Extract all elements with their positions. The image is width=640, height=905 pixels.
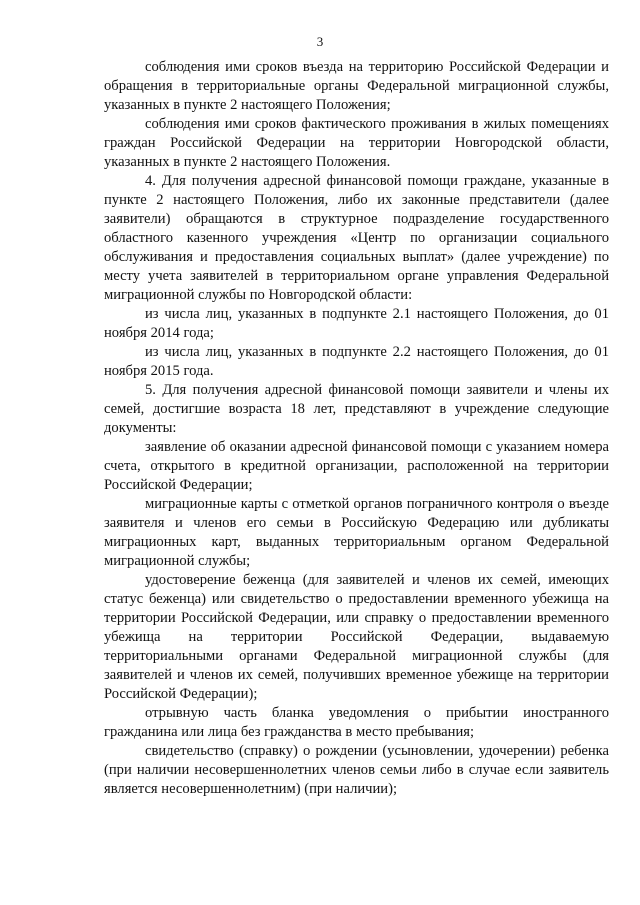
paragraph: свидетельство (справку) о рождении (усыновлении, удочерении) ребенка (при наличии несовершеннолетних членов семьи либо в случае если заявитель является несовершеннолетним) (при наличии); bbox=[104, 743, 609, 797]
paragraph: заявление об оказании адресной финансовой помощи с указанием номера счета, открытого в кредитной организации, расположенной на территории Российской Федерации; bbox=[104, 439, 609, 493]
paragraph: удостоверение беженца (для заявителей и членов их семей, имеющих статус беженца) или свидетельство о предоставлении временного убежища на территории Российской Федерации, или справку о предоставлении временного убежища на территории Российской Федерации, выдаваемую территориальными органами Федеральной миграционной службы (для заявителей и членов их семей, получивших временное убежище на территории Российской Федерации); bbox=[104, 572, 609, 702]
document-body bbox=[104, 58, 609, 799]
paragraph: соблюдения ими сроков въезда на территорию Российской Федерации и обращения в территориальные органы Федеральной миграционной службы, указанных в пункте 2 настоящего Положения; bbox=[104, 59, 609, 113]
paragraph: 5. Для получения адресной финансовой помощи заявители и члены их семей, достигшие возраста 18 лет, представляют в учреждение следующие документы: bbox=[104, 382, 609, 436]
paragraph: отрывную часть бланка уведомления о прибытии иностранного гражданина или лица без гражданства в место пребывания; bbox=[104, 705, 609, 740]
paragraph: соблюдения ими сроков фактического проживания в жилых помещениях граждан Российской Федерации на территории Новгородской области, указанных в пункте 2 настоящего Положения. bbox=[104, 116, 609, 170]
paragraph: из числа лиц, указанных в подпункте 2.1 настоящего Положения, до 01 ноября 2014 года; bbox=[104, 306, 609, 341]
page-number: 3 bbox=[316, 34, 324, 49]
paragraph: миграционные карты с отметкой органов пограничного контроля о въезде заявителя и членов его семьи в Российскую Федерацию или дубликаты миграционных карт, выданных территориальным органом Федеральной миграционной службы; bbox=[104, 496, 609, 569]
paragraph: 4. Для получения адресной финансовой помощи граждане, указанные в пункте 2 настоящего Положения, либо их законные представители (далее заявители) обращаются в структурное подразделение государственного областного казенного учреждения «Центр по организации социального обслуживания и предоставления социальных выплат» (далее учреждение) по месту учета заявителей в территориальном органе управления Федеральной миграционной службы по Новгородской области: bbox=[104, 173, 609, 303]
paragraph: из числа лиц, указанных в подпункте 2.2 настоящего Положения, до 01 ноября 2015 года. bbox=[104, 344, 609, 379]
